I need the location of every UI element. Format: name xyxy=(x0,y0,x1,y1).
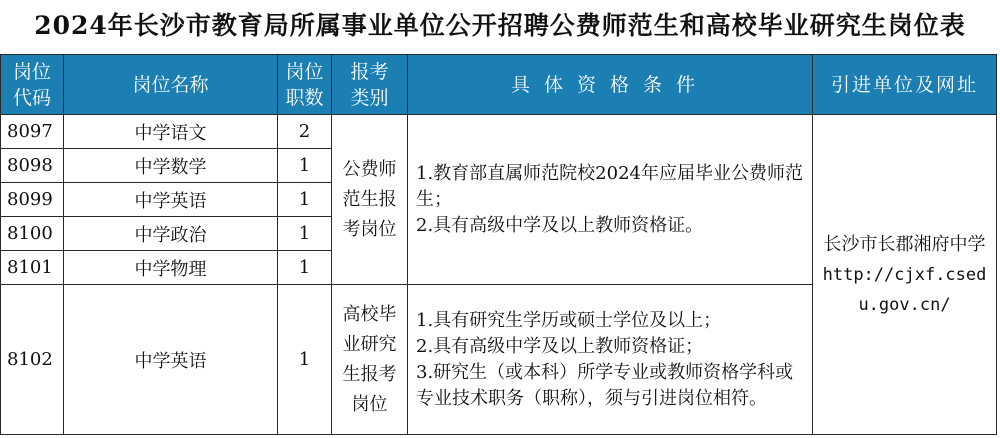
cell-unit xyxy=(813,115,997,435)
cell-category-group-1: 公费师 范生报 考岗位 xyxy=(332,115,408,285)
header-name: 岗位名称 xyxy=(64,55,278,115)
cell-code: 8099 xyxy=(1,183,64,217)
table-row xyxy=(1,115,997,149)
cell-count: 1 xyxy=(278,149,332,183)
header-requirements: 具体资格条件 xyxy=(408,55,813,115)
cell-code: 8102 xyxy=(1,285,64,435)
header-count: 岗位 职数 xyxy=(278,55,332,115)
cell-code: 8100 xyxy=(1,217,64,251)
cell-category-group-2: 高校毕 业研究 生报考 岗位 xyxy=(332,285,408,435)
header-unit: 引进单位及网址 xyxy=(813,55,997,115)
unit-name: 长沙市长郡湘府中学 xyxy=(823,233,986,255)
cell-count: 1 xyxy=(278,285,332,435)
cell-name: 中学英语 xyxy=(64,183,278,217)
cell-count: 1 xyxy=(278,183,332,217)
cell-count: 2 xyxy=(278,115,332,149)
cell-requirements-group-2: 1.具有研究生学历或硕士学位及以上； 2.具有高级中学及以上教师资格证； 3.研究生（或本科）所学专业或教师资格学科或专业技术职务（职称），须与引进岗位相符。 xyxy=(408,285,813,435)
header-code: 岗位 代码 xyxy=(1,55,64,115)
unit-url-link[interactable]: http://cjxf.csedu.gov.cn/ xyxy=(822,264,987,315)
cell-name: 中学语文 xyxy=(64,115,278,149)
cell-name: 中学数学 xyxy=(64,149,278,183)
recruitment-table xyxy=(0,54,997,435)
cell-count: 1 xyxy=(278,217,332,251)
cell-code: 8097 xyxy=(1,115,64,149)
cell-name: 中学政治 xyxy=(64,217,278,251)
cell-name: 中学英语 xyxy=(64,285,278,435)
cell-name: 中学物理 xyxy=(64,251,278,285)
cell-requirements-group-1: 1.教育部直属师范院校2024年应届毕业公费师范生； 2.具有高级中学及以上教师资格证。 xyxy=(408,115,813,285)
header-category: 报考 类别 xyxy=(332,55,408,115)
table-header-row xyxy=(1,55,997,115)
cell-count: 1 xyxy=(278,251,332,285)
cell-code: 8098 xyxy=(1,149,64,183)
page-title: 2024年长沙市教育局所属事业单位公开招聘公费师范生和高校毕业研究生岗位表 xyxy=(34,11,966,40)
cell-code: 8101 xyxy=(1,251,64,285)
